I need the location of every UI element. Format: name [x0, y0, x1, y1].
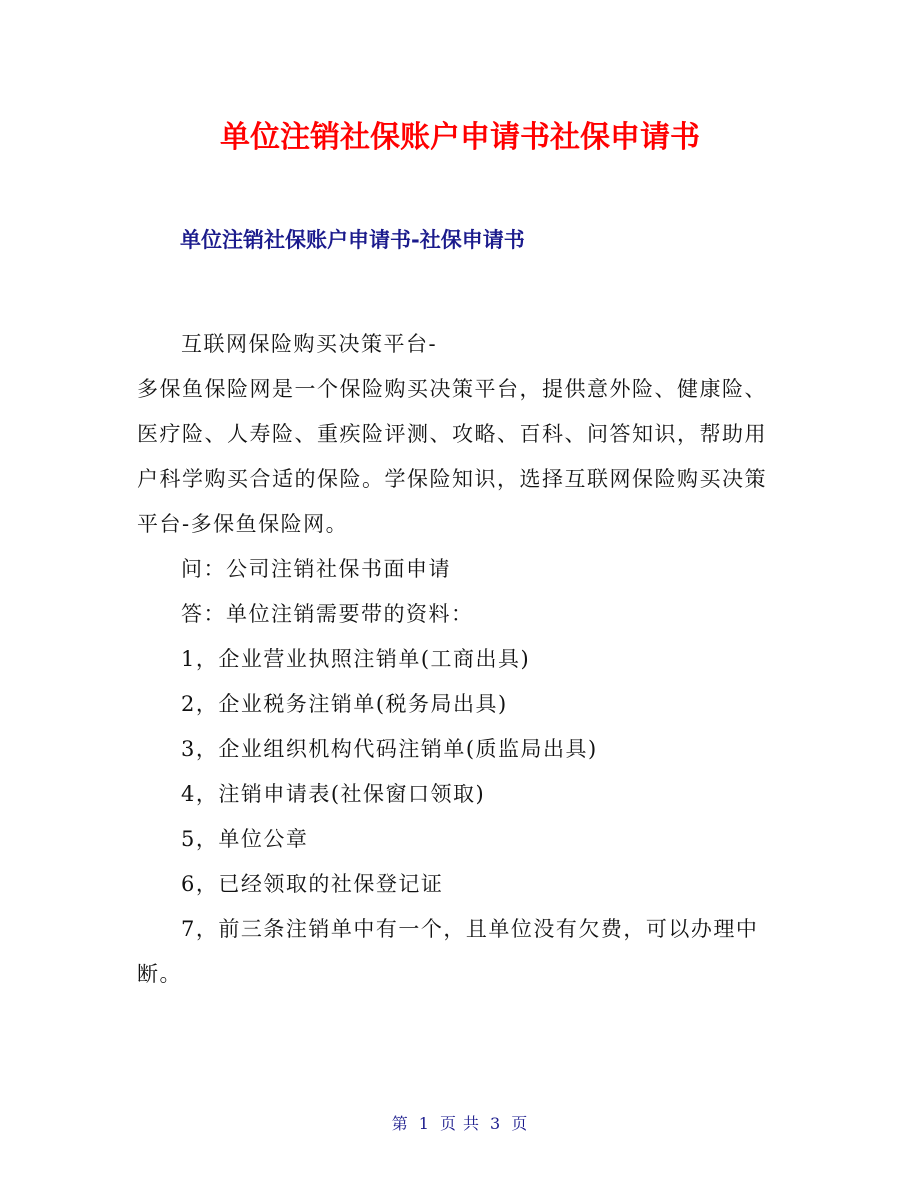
footer-middle: 页 共 — [439, 1114, 481, 1133]
document-subtitle: 单位注销社保账户申请书-社保申请书 — [180, 228, 525, 252]
document-title: 单位注销社保账户申请书社保申请书 — [220, 120, 700, 155]
list-item: 2，企业税务注销单(税务局出具) — [181, 692, 508, 716]
paragraph-intro: 互联网保险购买决策平台- — [181, 332, 438, 356]
paragraph-description: 多保鱼保险网是一个保险购买决策平台，提供意外险、健康险、医疗险、人寿险、重疾险评测、攻略、百科、问答知识，帮助用户科学购买合适的保险。学保险知识，选择互联网保险购买决策平台-多保鱼保险网。 — [137, 377, 767, 536]
list-item: 7，前三条注销单中有一个，且单位没有欠费，可以办理中断。 — [137, 917, 759, 986]
footer-prefix: 第 — [391, 1114, 409, 1133]
list-item: 6，已经领取的社保登记证 — [181, 872, 444, 896]
list-item: 1，企业营业执照注销单(工商出具) — [181, 647, 531, 671]
footer-page-number: 1 — [418, 1114, 430, 1133]
paragraph-answer: 答：单位注销需要带的资料： — [181, 602, 474, 626]
list-item: 3，企业组织机构代码注销单(质监局出具) — [181, 737, 598, 761]
paragraph-question: 问：公司注销社保书面申请 — [181, 557, 451, 581]
footer-suffix: 页 — [511, 1114, 529, 1133]
list-item: 5，单位公章 — [181, 827, 309, 851]
footer-total-pages: 3 — [490, 1114, 502, 1133]
page-footer — [0, 1112, 920, 1136]
list-item: 4，注销申请表(社保窗口领取) — [181, 782, 486, 806]
document-body — [137, 322, 787, 997]
